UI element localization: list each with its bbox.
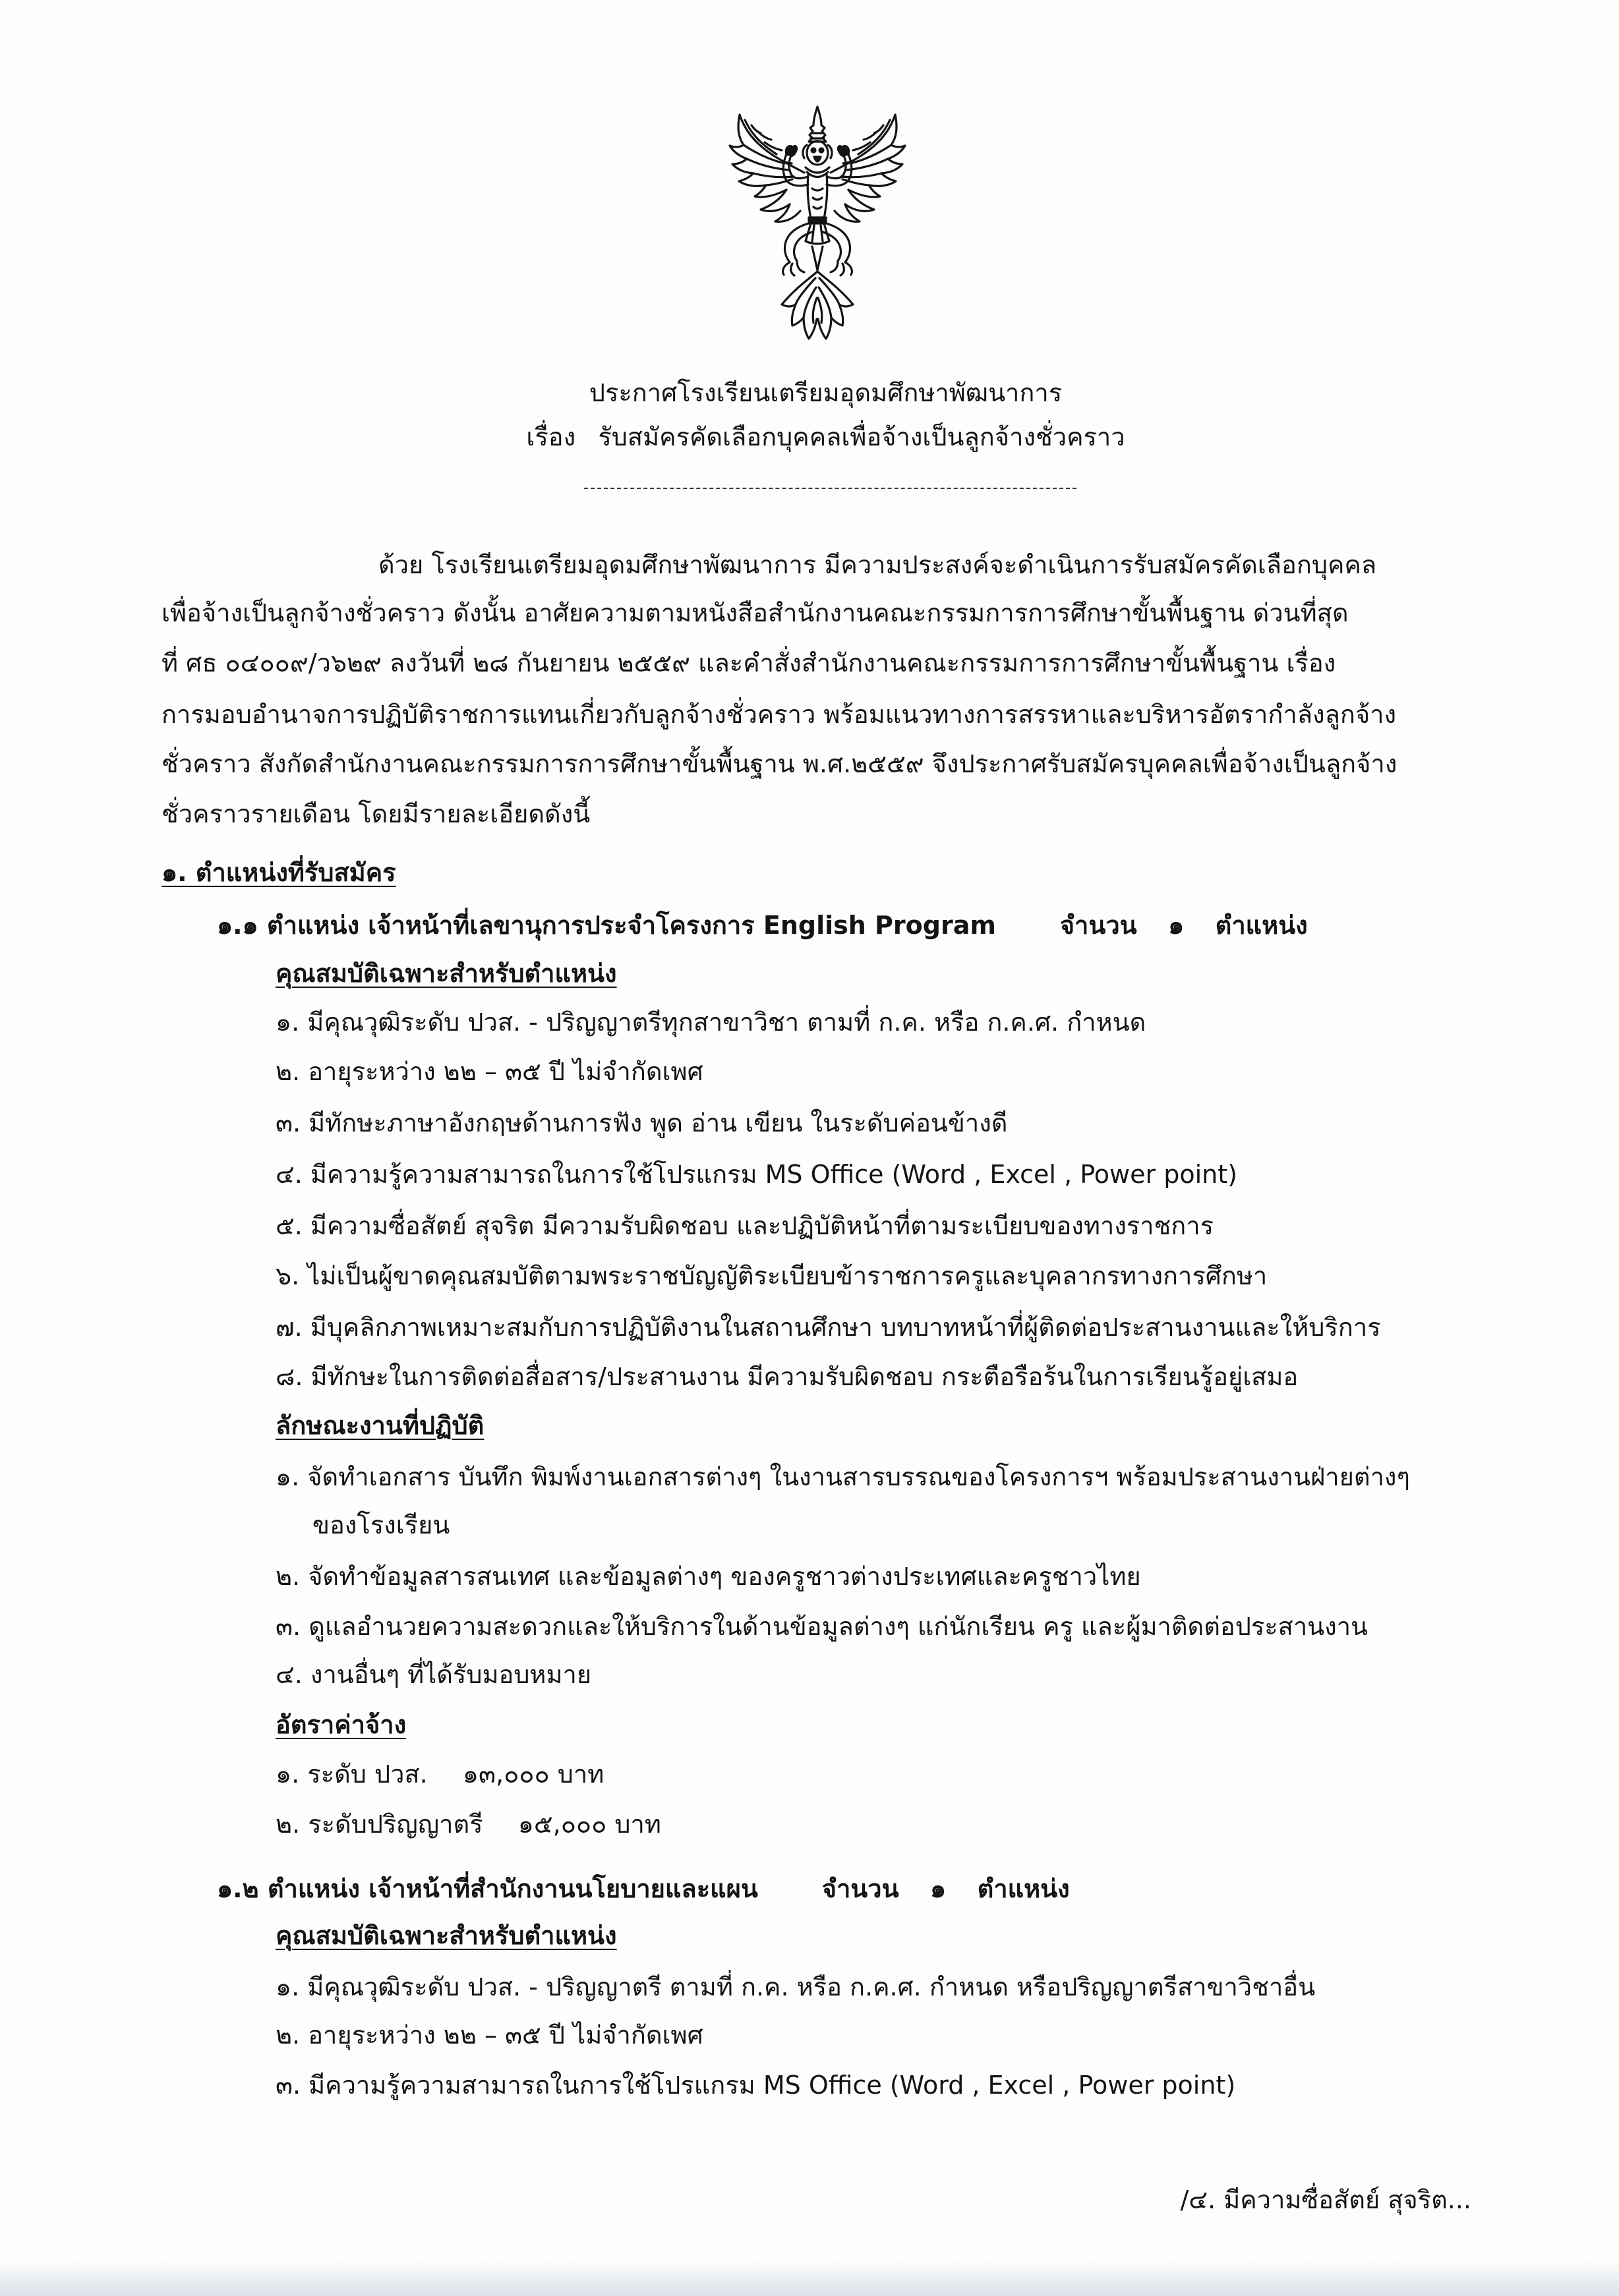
qualification-item: ๓. มีความรู้ความสามารถในการใช้โปรแกรม MS Office (Word , Excel , Power point) <box>276 2071 1236 2100</box>
qualification-item: ๒. อายุระหว่าง ๒๒ – ๓๕ ปี ไม่จำกัดเพศ <box>276 2021 703 2050</box>
subject-line <box>162 418 1490 455</box>
position-number: ๑.๒ <box>217 1874 259 1903</box>
qualifications-heading <box>276 955 1477 992</box>
duties-heading-text: ลักษณะงานที่ปฏิบัติ <box>276 1411 485 1440</box>
intro-line: ด้วย โรงเรียนเตรียมอุดมศึกษาพัฒนาการ มีความประสงค์จะดำเนินการรับสมัครคัดเลือกบุคคล <box>378 550 1377 579</box>
garuda-emblem <box>719 105 916 343</box>
position-title <box>217 1870 1477 1907</box>
section-heading <box>162 854 1477 891</box>
qualification-item: ๑. มีคุณวุฒิระดับ ปวส. - ปริญญาตรี ตามที่ ก.ค. หรือ ก.ค.ศ. กำหนด หรือปริญญาตรีสาขาวิชาอื่น <box>276 1972 1316 2001</box>
intro-line: ชั่วคราวรายเดือน โดยมีรายละเอียดดังนี้ <box>162 799 591 828</box>
title-divider <box>584 488 1076 489</box>
intro-line: ที่ ศธ ๐๔๐๐๙/ว๖๒๙ ลงวันที่ ๒๘ กันยายน ๒๕๕๙ และคำสั่งสำนักงานคณะกรรมการการศึกษาขั้นพื้นฐาน เรื่อง <box>162 648 1336 677</box>
announcement-title: ประกาศโรงเรียนเตรียมอุดมศึกษาพัฒนาการ <box>589 378 1063 407</box>
intro-line: ชั่วคราว สังกัดสำนักงานคณะกรรมการการศึกษาขั้นพื้นฐาน พ.ศ.๒๕๕๙ จึงประกาศรับสมัครบุคคลเพื่อจ้างเป็นลูกจ้าง <box>162 749 1398 778</box>
subject-label: เรื่อง <box>526 422 576 451</box>
duties-heading <box>276 1407 1477 1444</box>
intro-line: การมอบอำนาจการปฏิบัติราชการแทนเกี่ยวกับลูกจ้างชั่วคราว พร้อมแนวทางการสรรหาและบริหารอัตรากำลังลูกจ้าง <box>162 700 1397 729</box>
continuation-note: /๔. มีความซื่อสัตย์ สุจริต... <box>1180 2185 1471 2214</box>
position-title <box>217 907 1477 944</box>
position-count-label: จำนวน <box>821 1874 899 1903</box>
position-unit: ตำแหน่ง <box>977 1874 1070 1903</box>
wage-item <box>276 1806 1477 1843</box>
position-count: ๑ <box>1168 911 1185 940</box>
wage-amount: ๑๕,๐๐๐ <box>517 1810 607 1839</box>
duty-item: ๔. งานอื่นๆ ที่ได้รับมอบหมาย <box>276 1660 592 1689</box>
duty-item: ๓. ดูแลอำนวยความสะดวกและให้บริการในด้านข้อมูลต่างๆ แก่นักเรียน ครู และผู้มาติดต่อประสานงาน <box>276 1612 1369 1641</box>
section-heading-text: ๑. ตำแหน่งที่รับสมัคร <box>162 858 396 887</box>
qualifications-heading-text: คุณสมบัติเฉพาะสำหรับตำแหน่ง <box>276 959 617 988</box>
qualification-item: ๑. มีคุณวุฒิระดับ ปวส. - ปริญญาตรีทุกสาขาวิชา ตามที่ ก.ค. หรือ ก.ค.ศ. กำหนด <box>276 1008 1146 1037</box>
duty-item: ๒. จัดทำข้อมูลสารสนเทศ และข้อมูลต่างๆ ของครูชาวต่างประเทศและครูชาวไทย <box>276 1562 1141 1591</box>
qualification-item: ๗. มีบุคลิกภาพเหมาะสมกับการปฏิบัติงานในสถานศึกษา บทบาทหน้าที่ผู้ติดต่อประสานงานและให้บริการ <box>276 1313 1381 1342</box>
wage-level: ๑. ระดับ ปวส. <box>276 1760 428 1789</box>
qualification-item: ๘. มีทักษะในการติดต่อสื่อสาร/ประสานงาน มีความรับผิดชอบ กระตือรือร้นในการเรียนรู้อยู่เสมอ <box>276 1362 1299 1391</box>
duty-item: ๑. จัดทำเอกสาร บันทึก พิมพ์งานเอกสารต่างๆ ในงานสารบรรณของโครงการฯ พร้อมประสานงานฝ่ายต่างๆ <box>276 1462 1410 1491</box>
wage-currency: บาท <box>614 1810 661 1839</box>
duty-item-continuation: ของโรงเรียน <box>312 1510 450 1539</box>
wage-currency: บาท <box>557 1760 604 1789</box>
wage-amount: ๑๓,๐๐๐ <box>462 1760 550 1789</box>
qualification-item: ๖. ไม่เป็นผู้ขาดคุณสมบัติตามพระราชบัญญัติระเบียบข้าราชการครูและบุคลากรทางการศึกษา <box>276 1261 1268 1290</box>
position-unit: ตำแหน่ง <box>1215 911 1308 940</box>
qualification-item: ๒. อายุระหว่าง ๒๒ – ๓๕ ปี ไม่จำกัดเพศ <box>276 1057 703 1086</box>
qualifications-heading-text: คุณสมบัติเฉพาะสำหรับตำแหน่ง <box>276 1921 617 1950</box>
qualifications-heading <box>276 1917 1477 1954</box>
subject-text: รับสมัครคัดเลือกบุคคลเพื่อจ้างเป็นลูกจ้างชั่วคราว <box>598 422 1125 451</box>
scan-edge <box>0 2260 1619 2296</box>
wage-level: ๒. ระดับปริญญาตรี <box>276 1810 483 1839</box>
qualification-item: ๕. มีความซื่อสัตย์ สุจริต มีความรับผิดชอบ และปฏิบัติหน้าที่ตามระเบียบของทางราชการ <box>276 1211 1214 1240</box>
wage-item <box>276 1756 1477 1793</box>
position-label: ตำแหน่ง เจ้าหน้าที่เลขานุการประจำโครงการ English Program <box>266 911 996 940</box>
position-count: ๑ <box>930 1874 947 1903</box>
intro-line: เพื่อจ้างเป็นลูกจ้างชั่วคราว ดังนั้น อาศัยความตามหนังสือสำนักงานคณะกรรมการการศึกษาขั้นพื้นฐาน ด่วนที่สุด <box>162 598 1349 627</box>
qualification-item: ๓. มีทักษะภาษาอังกฤษด้านการฟัง พูด อ่าน เขียน ในระดับค่อนข้างดี <box>276 1108 1008 1137</box>
position-label: ตำแหน่ง เจ้าหน้าที่สำนักงานนโยบายและแผน <box>267 1874 758 1903</box>
wage-heading-text: อัตราค่าจ้าง <box>276 1710 407 1739</box>
position-number: ๑.๑ <box>217 911 258 940</box>
position-count-label: จำนวน <box>1059 911 1137 940</box>
wage-heading <box>276 1706 1477 1743</box>
qualification-item: ๔. มีความรู้ความสามารถในการใช้โปรแกรม MS Office (Word , Excel , Power point) <box>276 1160 1237 1189</box>
